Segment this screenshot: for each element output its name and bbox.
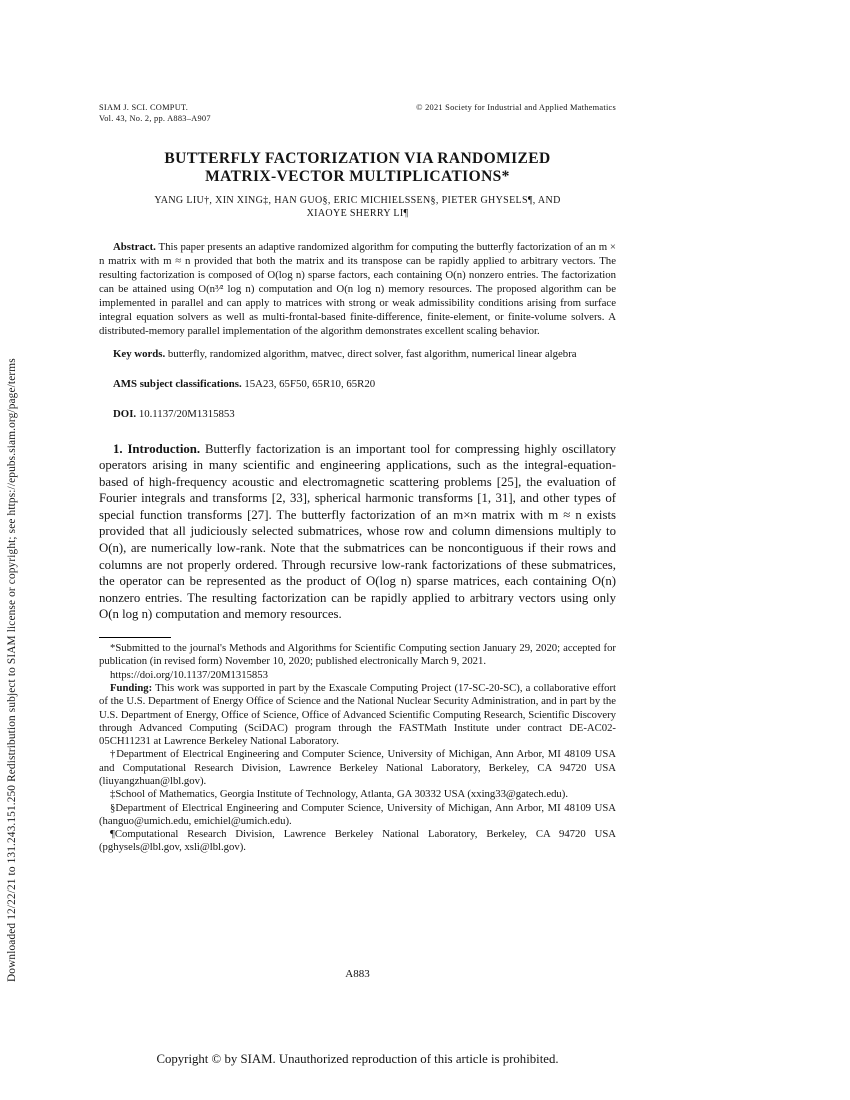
download-notice-sidebar: Downloaded 12/22/21 to 131.243.151.250 Redistribution subject to SIAM license or copyright; see https://epubs.siam.org/page/terms — [6, 358, 18, 982]
footnote-submitted: *Submitted to the journal's Methods and Algorithms for Scientific Computing section January 29, 2020; accepted for publication (in revised form) November 10, 2020; published electronically March 9, 2021. — [99, 642, 616, 668]
doi-paragraph — [99, 408, 616, 422]
keywords-text: butterfly, randomized algorithm, matvec, direct solver, fast algorithm, numerical linear algebra — [167, 348, 577, 360]
introduction-heading: 1. Introduction. — [113, 441, 201, 456]
copyright-footer: Copyright © by SIAM. Unauthorized reproduction of this article is prohibited. — [156, 1052, 559, 1066]
ams-text: 15A23, 65F50, 65R10, 65R20 — [244, 377, 376, 390]
journal-volume-pages: Vol. 43, No. 2, pp. A883–A907 — [99, 113, 211, 123]
paper-title-line1: BUTTERFLY FACTORIZATION VIA RANDOMIZED — [164, 150, 551, 167]
journal-header-left — [99, 103, 211, 124]
ams-classifications-paragraph — [99, 378, 616, 392]
abstract-text: This paper presents an adaptive randomized algorithm for computing the butterfly factorization of an m × n matrix with m ≈ n provided that both the matrix and its transpose can be rapidly applied to arbitrary vectors. The resulting factorization is composed of O(log n) sparse factors, each containing O(n) nonzero entries. The factorization can be attained using O(n³⁄² log n) computation and O(n log n) memory resources. The proposed algorithm can be implemented in parallel and can apply to matrices with strong or weak admissibility conditions arising from surface integral equation solvers as well as multi-frontal-based finite-difference, finite-element, or finite-volume solvers. A distributed-memory parallel implementation of the algorithm demonstrates excellent scaling behavior. — [99, 241, 616, 337]
page-number: A883 — [345, 968, 370, 980]
footnotes-block — [99, 642, 616, 855]
footnote-doi-link[interactable]: https://doi.org/10.1137/20M1315853 — [110, 668, 268, 681]
funding-label: Funding: — [110, 681, 153, 694]
author-list-line1: YANG LIU†, XIN XING‡, HAN GUO§, ERIC MICHIELSSEN§, PIETER GHYSELS¶, AND — [154, 195, 561, 206]
keywords-paragraph — [99, 348, 616, 362]
ams-label: AMS subject classifications. — [113, 377, 242, 390]
footnote-affiliation-dagger: †Department of Electrical Engineering and Computer Science, University of Michigan, Ann Arbor, MI 48109 USA and Computational Research Division, Lawrence Berkeley National Laboratory, Berkeley, CA 94720 USA (liuyangzhuan@lbl.gov). — [99, 748, 616, 787]
journal-header — [99, 103, 616, 124]
introduction-text: Butterfly factorization is an important tool for compressing highly oscillatory operators arising in many scientific and engineering applications, such as the integral-equation-based of high-frequency acoustic and electromagnetic scattering problems [25], the evaluation of Fourier integrals and transforms [2, 33], spherical harmonic transforms [1, 31], and other types of special function transforms [27]. The butterfly factorization of an m×n matrix with m ≈ n exists provided that all judiciously selected submatrices, whose row and column dimensions multiply to O(n), are numerically low-rank. Note that the submatrices can be noncontiguous if their rows and columns are not properly ordered. Through recursive low-rank factorizations of these submatrices, the operator can be represented as the product of O(log n) sparse matrices, each containing O(n) nonzero entries. The resulting factorization can be rapidly applied to arbitrary vectors using only O(n log n) computation and memory resources. — [99, 441, 616, 622]
footnote-affiliation-section: §Department of Electrical Engineering and Computer Science, University of Michigan, Ann Arbor, MI 48109 USA (hanguo@umich.edu, emichiel@umich.edu). — [99, 801, 616, 827]
footnote-affiliation-double-dagger: ‡School of Mathematics, Georgia Institute of Technology, Atlanta, GA 30332 USA (xxing33@gatech.edu). — [110, 788, 568, 801]
doi-text: 10.1137/20M1315853 — [138, 408, 235, 420]
introduction-paragraph — [99, 441, 616, 624]
paper-title-line2: MATRIX-VECTOR MULTIPLICATIONS* — [205, 167, 510, 185]
paper-title — [99, 150, 616, 185]
abstract-label: Abstract. — [113, 241, 156, 253]
author-list-line2: XIAOYE SHERRY LI¶ — [306, 207, 409, 219]
author-list — [99, 195, 616, 220]
keywords-label: Key words. — [113, 348, 166, 360]
footnote-affiliation-pilcrow: ¶Computational Research Division, Lawrence Berkeley National Laboratory, Berkeley, CA 94720 USA (pghysels@lbl.gov, xsli@lbl.gov). — [99, 828, 616, 854]
journal-copyright-notice: © 2021 Society for Industrial and Applied Mathematics — [416, 103, 616, 112]
doi-label: DOI. — [113, 408, 137, 420]
abstract-paragraph — [99, 240, 616, 338]
journal-name: SIAM J. SCI. COMPUT. — [99, 103, 189, 112]
funding-text: This work was supported in part by the Exascale Computing Project (17-SC-20-SC), a collaborative effort of the U.S. Department of Energy Office of Science and the National Nuclear Security Administration, and in part by the U.S. Department of Energy, Office of Science, Office of Advanced Scientific Computing Research, Scientific Discovery through Advanced Computing (SciDAC) program through the FASTMath Institute under contract DE-AC02-05CH11231 at Lawrence Berkeley National Laboratory. — [99, 681, 616, 748]
footnote-funding — [99, 682, 616, 748]
content-column — [99, 103, 616, 855]
footnote-separator-rule — [99, 637, 171, 638]
